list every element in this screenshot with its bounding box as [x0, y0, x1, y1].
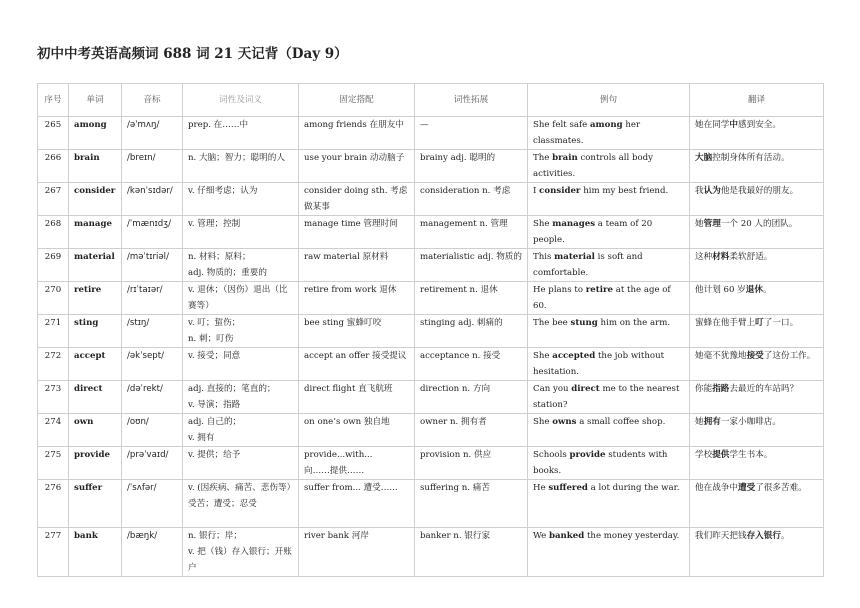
- cell-index: 266: [38, 150, 69, 183]
- example-keyword: direct: [571, 384, 600, 394]
- translation-keyword: 中: [729, 120, 738, 130]
- cell-translation: 她拥有一家小咖啡店。: [690, 414, 824, 447]
- cell-translation: 大脑控制身体所有活动。: [690, 150, 824, 183]
- cell-example: I consider him my best friend.: [528, 183, 690, 216]
- example-keyword: provide: [569, 450, 606, 460]
- cell-translation: 他计划 60 岁退休。: [690, 282, 824, 315]
- cell-index: 274: [38, 414, 69, 447]
- cell-index: 271: [38, 315, 69, 348]
- example-keyword: brain: [552, 153, 578, 163]
- header-word-family: 词性拓展: [415, 84, 528, 117]
- table-row: [38, 414, 824, 447]
- header-part-of-speech: 词性及词义: [183, 84, 299, 117]
- header-index: 序号: [38, 84, 69, 117]
- table-row: [38, 150, 824, 183]
- header-example: 例句: [528, 84, 690, 117]
- table-row: [38, 216, 824, 249]
- cell-example: Schools provide students with books.: [528, 447, 690, 480]
- cell-index: 272: [38, 348, 69, 381]
- cell-phonetic: /dəˈrekt/: [122, 381, 183, 414]
- cell-translation: 我们昨天把钱存入银行。: [690, 528, 824, 577]
- example-keyword: stung: [570, 318, 598, 328]
- example-keyword: accepted: [552, 351, 596, 361]
- cell-phonetic: /prəˈvaɪd/: [122, 447, 183, 480]
- cell-translation: 蜜蜂在他手臂上叮了一口。: [690, 315, 824, 348]
- cell-word: manage: [69, 216, 122, 249]
- translation-keyword: 遭受: [737, 483, 756, 493]
- cell-part-of-speech: adj. 自己的； v. 拥有: [183, 414, 299, 447]
- cell-phonetic: /stɪŋ/: [122, 315, 183, 348]
- cell-word-family: brainy adj. 聪明的: [415, 150, 528, 183]
- cell-example: He suffered a lot during the war.: [528, 480, 690, 528]
- cell-part-of-speech: v. 提供；给予: [183, 447, 299, 480]
- cell-word-family: management n. 管理: [415, 216, 528, 249]
- cell-word: provide: [69, 447, 122, 480]
- cell-example: She felt safe among her classmates.: [528, 117, 690, 150]
- table-row: [38, 348, 824, 381]
- cell-translation: 她在同学中感到安全。: [690, 117, 824, 150]
- cell-index: 275: [38, 447, 69, 480]
- cell-collocation: manage time 管理时间: [299, 216, 415, 249]
- cell-example: Can you direct me to the nearest station?: [528, 381, 690, 414]
- cell-word: accept: [69, 348, 122, 381]
- translation-keyword: 大脑: [695, 153, 713, 163]
- cell-translation: 她管理一个 20 人的团队。: [690, 216, 824, 249]
- cell-word: direct: [69, 381, 122, 414]
- cell-translation: 学校提供学生书本。: [690, 447, 824, 480]
- table-row: [38, 528, 824, 577]
- cell-translation: 她毫不犹豫地接受了这份工作。: [690, 348, 824, 381]
- cell-index: 268: [38, 216, 69, 249]
- cell-collocation: on one’s own 独自地: [299, 414, 415, 447]
- table-row: [38, 183, 824, 216]
- cell-phonetic: /əˈmʌŋ/: [122, 117, 183, 150]
- cell-index: 267: [38, 183, 69, 216]
- cell-example: She owns a small coffee shop.: [528, 414, 690, 447]
- cell-word: consider: [69, 183, 122, 216]
- cell-part-of-speech: prep. 在……中: [183, 117, 299, 150]
- example-keyword: consider: [539, 186, 581, 196]
- cell-example: She manages a team of 20 people.: [528, 216, 690, 249]
- cell-index: 265: [38, 117, 69, 150]
- cell-word: bank: [69, 528, 122, 577]
- cell-word-family: direction n. 方向: [415, 381, 528, 414]
- cell-phonetic: /ˈsʌfər/: [122, 480, 183, 528]
- table-row: [38, 381, 824, 414]
- cell-collocation: consider doing sth. 考虑做某事: [299, 183, 415, 216]
- cell-collocation: use your brain 动动脑子: [299, 150, 415, 183]
- cell-word: suffer: [69, 480, 122, 528]
- cell-word-family: provision n. 供应: [415, 447, 528, 480]
- cell-word: material: [69, 249, 122, 282]
- vocab-table-body: [38, 117, 824, 577]
- example-keyword: among: [589, 120, 623, 130]
- cell-example: The bee stung him on the arm.: [528, 315, 690, 348]
- cell-word-family: —: [415, 117, 528, 150]
- example-keyword: manages: [552, 219, 596, 229]
- cell-word: retire: [69, 282, 122, 315]
- cell-collocation: among friends 在朋友中: [299, 117, 415, 150]
- cell-collocation: suffer from... 遭受……: [299, 480, 415, 528]
- cell-word-family: owner n. 拥有者: [415, 414, 528, 447]
- cell-word-family: consideration n. 考虑: [415, 183, 528, 216]
- translation-keyword: 接受: [746, 351, 764, 361]
- table-header-row: [38, 84, 824, 117]
- cell-translation: 他在战争中遭受了很多苦难。: [690, 480, 824, 528]
- header-word: 单词: [69, 84, 122, 117]
- translation-keyword: 材料: [712, 252, 730, 262]
- cell-index: 270: [38, 282, 69, 315]
- cell-example: She accepted the job without hesitation.: [528, 348, 690, 381]
- cell-translation: 这种材料柔软舒适。: [690, 249, 824, 282]
- cell-word-family: materialistic adj. 物质的: [415, 249, 528, 282]
- cell-collocation: retire from work 退休: [299, 282, 415, 315]
- cell-word-family: retirement n. 退休: [415, 282, 528, 315]
- cell-translation: 我认为他是我最好的朋友。: [690, 183, 824, 216]
- cell-phonetic: /bæŋk/: [122, 528, 183, 577]
- cell-collocation: direct flight 直飞航班: [299, 381, 415, 414]
- cell-word-family: stinging adj. 刺痛的: [415, 315, 528, 348]
- translation-keyword: 提供: [712, 450, 730, 460]
- header-translation: 翻译: [690, 84, 824, 117]
- cell-part-of-speech: n. 银行；岸； v. 把（钱）存入银行；开账户: [183, 528, 299, 577]
- cell-collocation: raw material 原材料: [299, 249, 415, 282]
- translation-keyword: 退休: [745, 285, 763, 295]
- cell-part-of-speech: v. 退休；（因伤）退出（比赛等）: [183, 282, 299, 315]
- header-phonetic: 音标: [122, 84, 183, 117]
- translation-keyword: 管理: [703, 219, 721, 229]
- cell-part-of-speech: adj. 直接的；笔直的； v. 导演；指路: [183, 381, 299, 414]
- table-row: [38, 282, 824, 315]
- cell-example: He plans to retire at the age of 60.: [528, 282, 690, 315]
- example-keyword: banked: [548, 531, 585, 541]
- cell-part-of-speech: n. 材料；原料； adj. 物质的；重要的: [183, 249, 299, 282]
- table-row: [38, 480, 824, 528]
- cell-word: among: [69, 117, 122, 150]
- cell-index: 277: [38, 528, 69, 577]
- cell-word: brain: [69, 150, 122, 183]
- cell-part-of-speech: v. 叮；蜇伤； n. 刺；叮伤: [183, 315, 299, 348]
- translation-keyword: 认为: [703, 186, 721, 196]
- cell-word-family: banker n. 银行家: [415, 528, 528, 577]
- cell-index: 273: [38, 381, 69, 414]
- cell-word-family: acceptance n. 接受: [415, 348, 528, 381]
- example-keyword: suffered: [548, 483, 588, 493]
- cell-part-of-speech: v. 仔细考虑；认为: [183, 183, 299, 216]
- cell-phonetic: /məˈtɪriəl/: [122, 249, 183, 282]
- cell-collocation: bee sting 蜜蜂叮咬: [299, 315, 415, 348]
- translation-keyword: 拥有: [703, 417, 721, 427]
- cell-part-of-speech: v. 接受；同意: [183, 348, 299, 381]
- table-row: [38, 117, 824, 150]
- cell-word: sting: [69, 315, 122, 348]
- cell-collocation: river bank 河岸: [299, 528, 415, 577]
- cell-collocation: provide...with... 向……提供……: [299, 447, 415, 480]
- table-row: [38, 249, 824, 282]
- cell-phonetic: /oʊn/: [122, 414, 183, 447]
- translation-keyword: 叮: [755, 318, 764, 328]
- cell-example: We banked the money yesterday.: [528, 528, 690, 577]
- example-keyword: retire: [585, 285, 613, 295]
- cell-example: The brain controls all body activities.: [528, 150, 690, 183]
- cell-example: This material is soft and comfortable.: [528, 249, 690, 282]
- cell-word-family: suffering n. 痛苦: [415, 480, 528, 528]
- cell-word: own: [69, 414, 122, 447]
- cell-index: 269: [38, 249, 69, 282]
- cell-part-of-speech: v. 管理；控制: [183, 216, 299, 249]
- cell-phonetic: /ˈmænɪdʒ/: [122, 216, 183, 249]
- cell-index: 276: [38, 480, 69, 528]
- translation-keyword: 存入银行: [746, 531, 781, 541]
- vocab-table: [37, 83, 824, 577]
- translation-keyword: 指路: [712, 384, 730, 394]
- header-collocation: 固定搭配: [299, 84, 415, 117]
- page-title: 初中中考英语高频词 688 词 21 天记背（Day 9）: [37, 46, 348, 62]
- cell-translation: 你能指路去最近的车站吗？: [690, 381, 824, 414]
- cell-part-of-speech: v. (因疾病、痛苦、悲伤等）受苦；遭受；忍受: [183, 480, 299, 528]
- example-keyword: material: [554, 252, 595, 262]
- cell-phonetic: /kənˈsɪdər/: [122, 183, 183, 216]
- cell-phonetic: /breɪn/: [122, 150, 183, 183]
- cell-phonetic: /əkˈsept/: [122, 348, 183, 381]
- cell-phonetic: /rɪˈtaɪər/: [122, 282, 183, 315]
- cell-collocation: accept an offer 接受提议: [299, 348, 415, 381]
- cell-part-of-speech: n. 大脑；智力；聪明的人: [183, 150, 299, 183]
- table-row: [38, 447, 824, 480]
- example-keyword: owns: [552, 417, 577, 427]
- table-row: [38, 315, 824, 348]
